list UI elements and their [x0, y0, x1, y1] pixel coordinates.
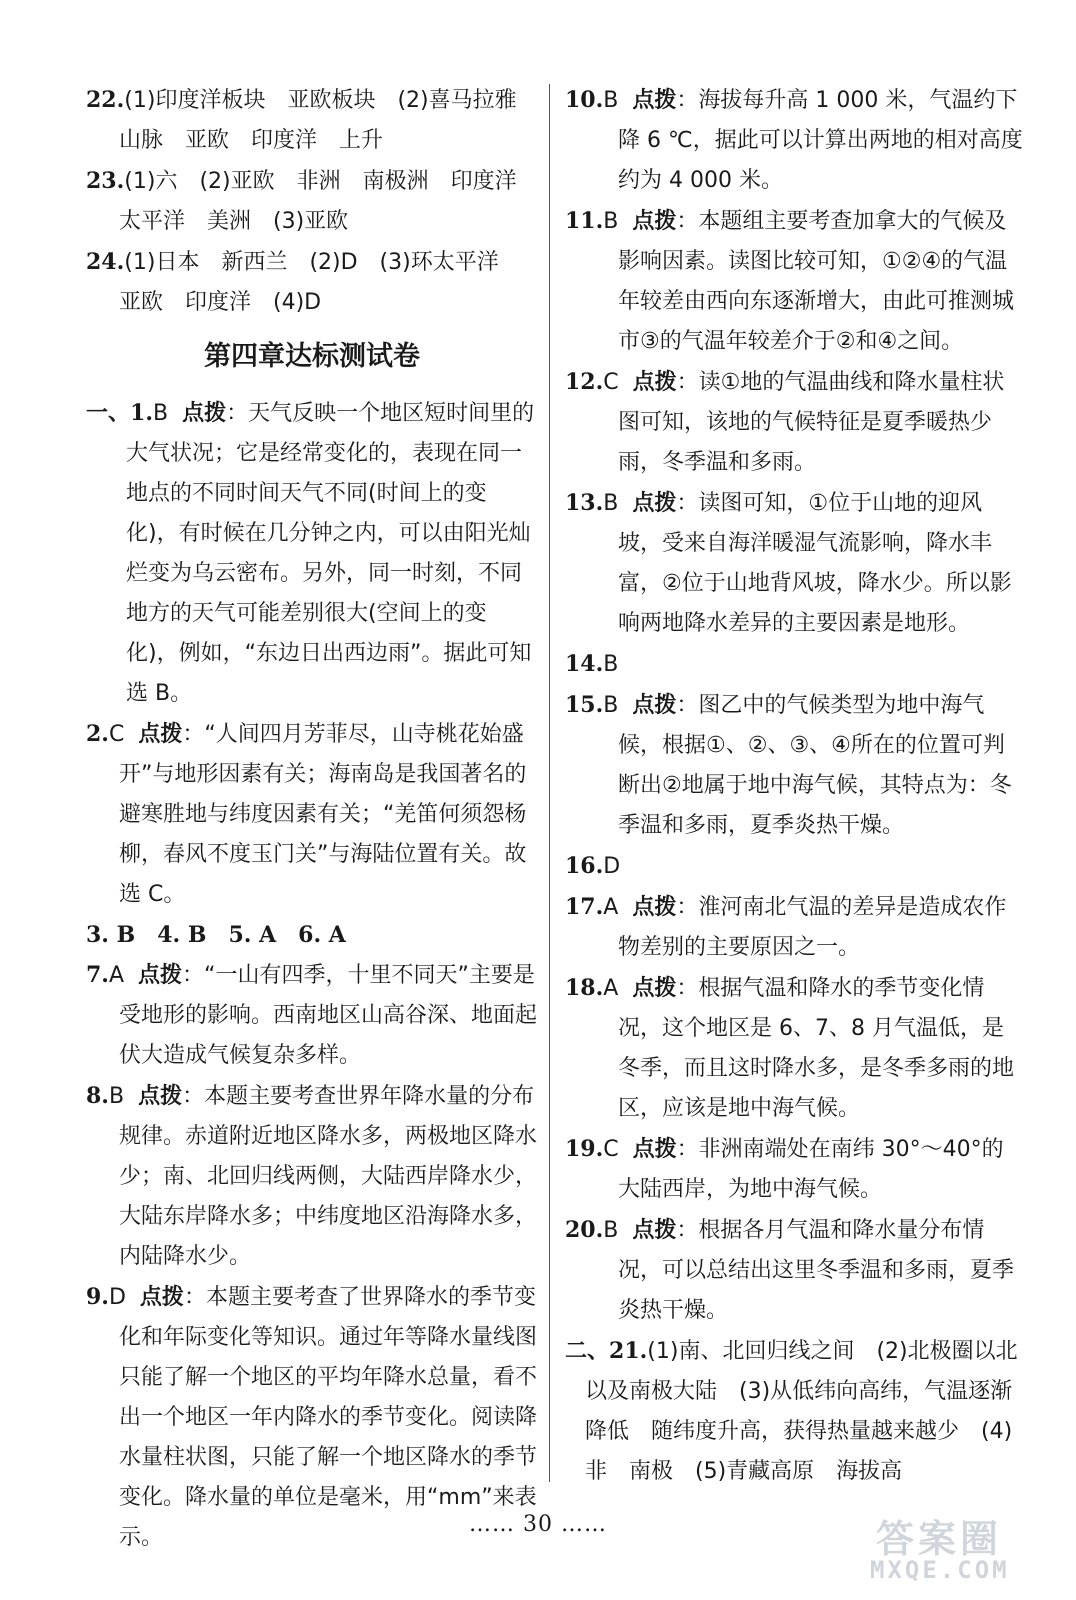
right-column — [565, 80, 1025, 1492]
page-number: …… 30 …… — [469, 1512, 607, 1537]
question-20: 20.B 点拨：根据各月气温和降水量分布情况，可以总结出这里冬季温和多雨，夏季炎热干燥。 — [565, 1217, 1015, 1323]
question-2: 2.C 点拨：“人间四月芳菲尽，山寺桃花始盛开”与地形因素有关；海南岛是我国著名的避寒胜地与纬度因素有关；“羌笛何须怨杨柳，春风不度玉门关”与海陆位置有关。故选 C。 — [86, 721, 527, 907]
question-14: 14.B — [565, 651, 619, 677]
question-24: 24.(1)日本 新西兰 (2)D (3)环太平洋 亚欧 印度洋 (4)D — [86, 249, 521, 315]
section-title: 第四章达标测试卷 — [204, 341, 420, 372]
question-8: 8.B 点拨：本题主要考查世界年降水量的分布规律。赤道附近地区降水多，两极地区降水少；南、北回归线两侧，大陆西岸降水少，大陆东岸降水多；中纬度地区沿海降水多，内陆降水少。 — [86, 1083, 538, 1269]
question-12: 12.C 点拨：读①地的气温曲线和降水量柱状图可知，该地的气候特征是夏季暖热少雨，冬季温和多雨。 — [565, 369, 1005, 475]
questions-3-6: 3. B 4. B 5. A 6. A — [86, 922, 346, 948]
question-7: 7.A 点拨：“一山有四季，十里不同天”主要是受地形的影响。西南地区山高谷深、地面起伏大造成气候复杂多样。 — [86, 962, 538, 1068]
question-9: 9.D 点拨：本题主要考查了世界降水的季节变化和年际变化等知识。通过年等降水量线图只能了解一个地区的平均年降水总量，看不出一个地区一年内降水的季节变化。阅读降水量柱状图，只能了解一个地区降水的季节变化。降水量的单位是毫米，用“mm”来表示。 — [86, 1284, 538, 1550]
question-1: 一、1.B 点拨：天气反映一个地区短时间里的大气状况；它是经常变化的，表现在同一地点的不同时间天气不同(时间上的变化)，有时候在几分钟之内，可以由阳光灿烂变为乌云密布。另外，同一时刻，不同地方的天气可能差别很大(空间上的变化)，例如，“东边日出西边雨”。据此可知选 B。 — [86, 400, 535, 706]
watermark-logo — [866, 1508, 1056, 1588]
question-19: 19.C 点拨：非洲南端处在南纬 30°～40°的大陆西岸，为地中海气候。 — [565, 1136, 1004, 1202]
watermark-url: MXQE.COM — [870, 1556, 1010, 1584]
question-18: 18.A 点拨：根据气温和降水的季节变化情况，这个地区是 6、7、8 月气温低，是冬季，而且这时降水多，是冬季多雨的地区，应该是地中海气候。 — [565, 975, 1015, 1121]
question-11: 11.B 点拨：本题组主要考查加拿大的气候及影响因素。读图比较可知，①②④的气温年较差由西向东逐渐增大，由此可推测城市③的气温年较差介于②和④之间。 — [565, 208, 1015, 354]
question-10: 10.B 点拨：海拔每升高 1 000 米，气温约下降 6 ℃，据此可以计算出两地的相对高度约为 4 000 米。 — [565, 87, 1023, 193]
column-divider — [549, 84, 550, 1482]
watermark-text: 答案圈 — [876, 1517, 1003, 1561]
question-17: 17.A 点拨：淮河南北气温的差异是造成农作物差别的主要原因之一。 — [565, 894, 1007, 960]
question-23: 23.(1)六 (2)亚欧 非洲 南极洲 印度洋 太平洋 美洲 (3)亚欧 — [86, 168, 539, 234]
question-15: 15.B 点拨：图乙中的气候类型为地中海气候，根据①、②、③、④所在的位置可判断出②地属于地中海气候，其特点为：冬季温和多雨，夏季炎热干燥。 — [565, 692, 1012, 838]
question-16: 16.D — [565, 853, 621, 879]
question-13: 13.B 点拨：读图可知，①位于山地的迎风坡，受来自海洋暖湿气流影响，降水丰富，②位于山地背风坡，降水少。所以影响两地降水差异的主要因素是地形。 — [565, 490, 1012, 636]
left-column — [86, 80, 538, 1558]
question-21: 二、21.(1)南、北回归线之间 (2)北极圈以北以及南极大陆 (3)从低纬向高纬，气温逐渐降低 随纬度升高，获得热量越来越少 (4)非 南极 (5)青藏高原 海拔高 — [565, 1338, 1018, 1484]
question-22: 22.(1)印度洋板块 亚欧板块 (2)喜马拉雅山脉 亚欧 印度洋 上升 — [86, 87, 517, 153]
